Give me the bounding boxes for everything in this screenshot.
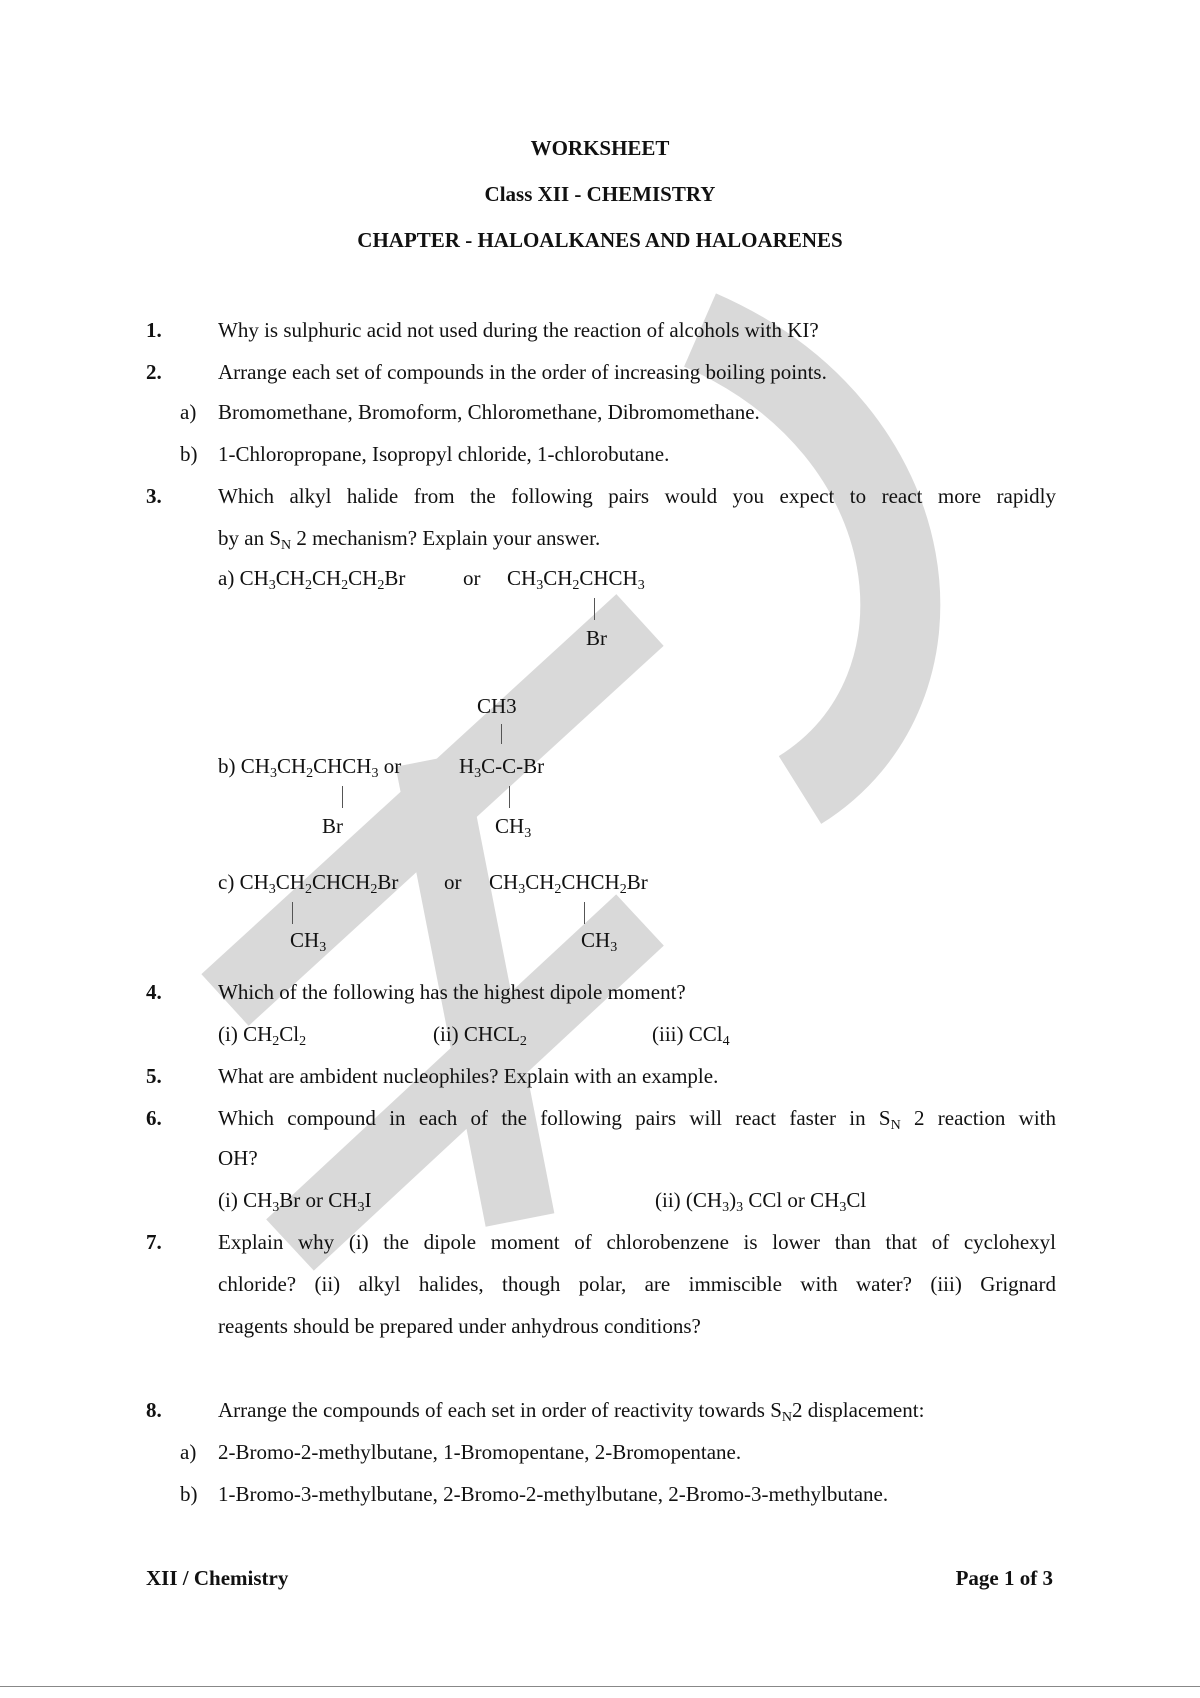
text-fragment: CH bbox=[581, 928, 611, 952]
substituent-ch3 bbox=[581, 928, 617, 953]
footer-subject: XII / Chemistry bbox=[146, 1566, 289, 1590]
option-chcl2: (ii) $CHCL_2$ bbox=[433, 1022, 527, 1049]
question-7-line-2: chloride? (ii) alkyl halides, though polar, are immiscible with water? (iii) Grignard bbox=[218, 1272, 1056, 1296]
question-7-line-1: Explain why (i) the dipole moment of chlorobenzene is lower than that of cyclohexyl bbox=[218, 1230, 1056, 1254]
text-fragment: by an S bbox=[218, 526, 281, 550]
question-8a-text: 2-Bromo-2-methylbutane, 1-Bromopentane, 2-Bromopentane. bbox=[218, 1440, 742, 1464]
question-4-text: Which of the following has the highest dipole moment? bbox=[218, 980, 686, 1004]
question-2b-text: 1-Chloropropane, Isopropyl chloride, 1-chlorobutane. bbox=[218, 442, 670, 466]
sub-label: a) bbox=[180, 400, 197, 424]
subscript: N bbox=[781, 1410, 793, 1425]
question-2a-text: Bromomethane, Bromoform, Chloromethane, Dibromomethane. bbox=[218, 400, 760, 424]
formula-tert-butyl-bromide: $H_3C-C-Br$ bbox=[459, 754, 545, 781]
subscript: 3 bbox=[524, 826, 532, 841]
question-8-text bbox=[218, 1398, 924, 1423]
question-3-line-1: Which alkyl halide from the following pairs would you expect to react more rapidly bbox=[218, 484, 1056, 508]
question-3a-left: a) $CH_3CH_2CH_2CH_2Br$ bbox=[218, 566, 406, 593]
question-6-line-1 bbox=[218, 1106, 1056, 1131]
page-bottom-divider bbox=[0, 1686, 1200, 1687]
sub-label: a) bbox=[180, 1440, 197, 1464]
option-label: (i) bbox=[218, 1022, 238, 1046]
bond-line bbox=[342, 786, 343, 808]
sub-label: b) bbox=[180, 442, 198, 466]
class-line: Class XII - CHEMISTRY bbox=[484, 182, 716, 206]
bond-line bbox=[501, 724, 502, 744]
substituent-ch3 bbox=[495, 814, 531, 839]
option-ch2cl2: (i) $CH_2Cl_2$ bbox=[218, 1022, 307, 1049]
question-number: 6. bbox=[146, 1106, 162, 1130]
option-label: (ii) bbox=[655, 1188, 681, 1212]
option-label: (ii) bbox=[433, 1022, 459, 1046]
question-number: 7. bbox=[146, 1230, 162, 1254]
substituent-br: Br bbox=[322, 814, 343, 838]
chapter-title: CHAPTER - HALOALKANES AND HALOARENES bbox=[357, 228, 843, 252]
question-7-line-3: reagents should be prepared under anhydrous conditions? bbox=[218, 1314, 701, 1338]
question-number: 2. bbox=[146, 360, 162, 384]
question-number: 4. bbox=[146, 980, 162, 1004]
or-word: or bbox=[444, 870, 462, 894]
question-number: 5. bbox=[146, 1064, 162, 1088]
bond-line bbox=[509, 786, 510, 808]
subscript: N bbox=[890, 1118, 901, 1133]
text-fragment: Which compound in each of the following pairs will react faster in S bbox=[218, 1106, 891, 1130]
text-fragment: 2 mechanism? Explain your answer. bbox=[291, 526, 601, 550]
option-label: (iii) bbox=[652, 1022, 684, 1046]
subscript: N bbox=[281, 538, 292, 553]
text-fragment: CH bbox=[495, 814, 525, 838]
or-word: or bbox=[463, 566, 481, 590]
question-number: 1. bbox=[146, 318, 162, 342]
question-number: 3. bbox=[146, 484, 162, 508]
or-word: or bbox=[378, 754, 402, 778]
bond-line bbox=[292, 902, 293, 924]
text-fragment: CH bbox=[290, 928, 320, 952]
substituent-br: Br bbox=[586, 626, 607, 650]
page-number: Page 1 of 3 bbox=[955, 1566, 1053, 1590]
substituent-ch3: CH3 bbox=[477, 694, 517, 718]
formula-2-bromobutane: $CH_3CH_2CHCH_3$ bbox=[507, 566, 645, 593]
question-3c-left: c) $CH_3CH_2CHCH_2Br$ bbox=[218, 870, 399, 897]
question-8b-text: 1-Bromo-3-methylbutane, 2-Bromo-2-methylbutane, 2-Bromo-3-methylbutane. bbox=[218, 1482, 889, 1506]
option-ccl4: (iii) CCl$_4$ bbox=[652, 1022, 730, 1049]
bond-line bbox=[594, 598, 595, 620]
question-3-line-2 bbox=[218, 526, 600, 551]
subscript: 3 bbox=[610, 940, 618, 955]
sub-label: b) bbox=[180, 1482, 198, 1506]
text-fragment: Arrange the compounds of each set in order of reactivity towards S bbox=[218, 1398, 782, 1422]
worksheet-title: WORKSHEET bbox=[530, 136, 670, 160]
option-ch3br-or-ch3i: (i) $CH_3Br$ or $CH_3I$ bbox=[218, 1188, 372, 1215]
text-fragment: 2 reaction with bbox=[900, 1106, 1056, 1130]
question-3b-left: b) $CH_3CH_2CHCH_3$ or bbox=[218, 754, 402, 781]
question-2-text: Arrange each set of compounds in the order of increasing boiling points. bbox=[218, 360, 827, 384]
question-1-text: Why is sulphuric acid not used during the reaction of alcohols with KI? bbox=[218, 318, 819, 342]
question-number: 8. bbox=[146, 1398, 162, 1422]
option-label: (i) bbox=[218, 1188, 238, 1212]
text-fragment: 2 displacement: bbox=[792, 1398, 925, 1422]
sub-label: c) bbox=[218, 870, 235, 894]
question-5-text: What are ambident nucleophiles? Explain with an example. bbox=[218, 1064, 719, 1088]
subscript: 3 bbox=[319, 940, 327, 955]
sub-label: b) bbox=[218, 754, 236, 778]
substituent-ch3 bbox=[290, 928, 326, 953]
option-tbucl-or-ch3cl: (ii) $(CH_3)_3$ CCl or $CH_3Cl$ bbox=[655, 1188, 867, 1215]
question-6-line-2: OH? bbox=[218, 1146, 258, 1170]
sub-label: a) bbox=[218, 566, 235, 590]
bond-line bbox=[584, 902, 585, 924]
formula-1-bromo-2-methylbutane: $CH_3CH_2CHCH_2Br$ bbox=[489, 870, 648, 897]
